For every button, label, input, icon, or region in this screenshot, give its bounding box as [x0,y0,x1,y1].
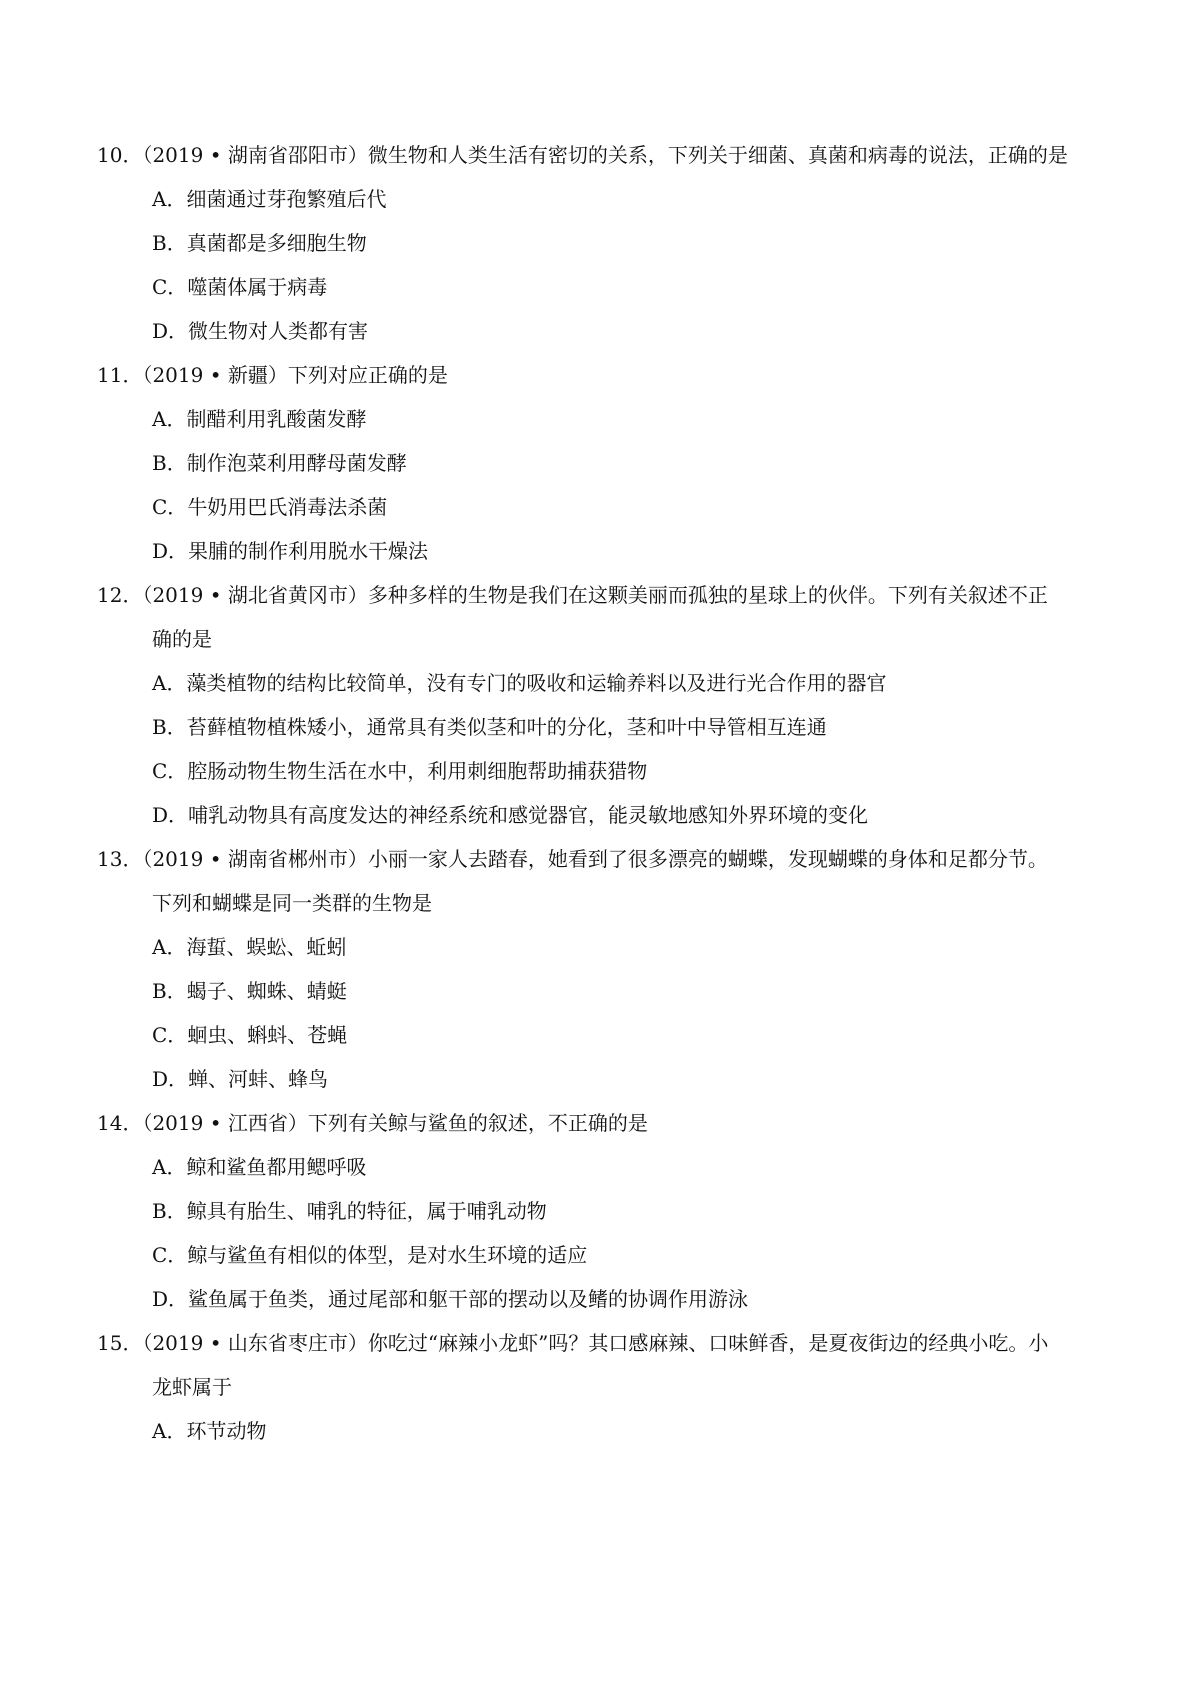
option-a [152,405,1102,433]
question-source: （2019 • 湖北省黄冈市） [142,583,368,607]
question-source: （2019 • 山东省枣庄市） [142,1331,368,1355]
option-a [152,1153,1102,1181]
option-letter: C． [152,275,188,299]
option-letter: A． [152,935,187,959]
question-stem [97,141,1107,169]
question-stem-continued: 龙虾属于 [152,1375,232,1399]
option-d [152,801,1102,829]
option-letter: D． [152,1067,189,1091]
option-letter: B． [152,451,187,475]
question-source: （2019 • 湖南省郴州市） [142,847,368,871]
option-letter: A． [152,407,187,431]
option-letter: C． [152,1243,188,1267]
option-text: 哺乳动物具有高度发达的神经系统和感觉器官，能灵敏地感知外界环境的变化 [188,803,869,827]
option-text: 蝉、河蚌、蜂鸟 [188,1067,329,1091]
option-letter: B． [152,231,187,255]
option-text: 牛奶用巴氏消毒法杀菌 [187,495,388,519]
option-text: 制醋利用乳酸菌发酵 [186,407,367,431]
option-c [152,1241,1102,1269]
question-number: 15． [97,1331,143,1355]
option-text: 腔肠动物生物生活在水中，利用刺细胞帮助捕获猎物 [187,759,648,783]
question-stem-text: 下列有关鲸与鲨鱼的叙述，不正确的是 [307,1111,648,1135]
option-text: 果脯的制作利用脱水干燥法 [188,539,429,563]
option-text: 真菌都是多细胞生物 [186,231,367,255]
question-source: （2019 • 湖南省邵阳市） [142,143,368,167]
question-stem-text: 多种多样的生物是我们在这颗美丽而孤独的星球上的伙伴。下列有关叙述不正 [367,583,1048,607]
question-stem-continued: 确的是 [152,627,212,651]
question-stem [97,581,1107,609]
option-text: 鲸具有胎生、哺乳的特征，属于哺乳动物 [186,1199,547,1223]
question-number: 12． [97,583,143,607]
question-stem [97,1109,1107,1137]
option-letter: D． [152,539,189,563]
option-b [152,713,1102,741]
option-a [152,669,1102,697]
question-number: 13． [97,847,143,871]
option-c [152,493,1102,521]
question-number: 11． [97,363,143,387]
question-stem-text: 下列对应正确的是 [287,363,448,387]
option-letter: C． [152,1023,188,1047]
question-number: 10． [97,143,143,167]
option-letter: C． [152,759,188,783]
option-letter: C． [152,495,188,519]
option-d [152,1065,1102,1093]
option-a [152,1417,1102,1445]
option-c [152,757,1102,785]
option-letter: A． [152,1155,187,1179]
option-letter: D． [152,803,189,827]
option-text: 藻类植物的结构比较简单，没有专门的吸收和运输养料以及进行光合作用的器官 [186,671,887,695]
question-stem-text: 你吃过“麻辣小龙虾”吗？其口感麻辣、口味鲜香，是夏夜街边的经典小吃。小 [367,1331,1049,1355]
question-stem [97,361,1107,389]
option-text: 鲸和鲨鱼都用鳃呼吸 [186,1155,367,1179]
option-d [152,317,1102,345]
option-text: 鲨鱼属于鱼类，通过尾部和躯干部的摆动以及鳍的协调作用游泳 [188,1287,749,1311]
question-stem [97,1329,1107,1357]
option-text: 微生物对人类都有害 [188,319,369,343]
option-d [152,537,1102,565]
option-text: 蛔虫、蝌蚪、苍蝇 [187,1023,348,1047]
option-text: 噬菌体属于病毒 [187,275,328,299]
option-letter: B． [152,1199,187,1223]
option-letter: D． [152,1287,189,1311]
option-c [152,273,1102,301]
question-source: （2019 • 新疆） [142,363,288,387]
option-b [152,449,1102,477]
option-letter: B． [152,715,187,739]
option-text: 海蜇、蜈蚣、蚯蚓 [186,935,347,959]
question-source: （2019 • 江西省） [142,1111,308,1135]
question-stem-continued: 下列和蝴蝶是同一类群的生物是 [152,891,432,915]
option-a [152,185,1102,213]
option-text: 环节动物 [186,1419,267,1443]
option-d [152,1285,1102,1313]
option-letter: B． [152,979,187,1003]
option-b [152,977,1102,1005]
option-text: 苔藓植物植株矮小，通常具有类似茎和叶的分化，茎和叶中导管相互连通 [186,715,827,739]
option-letter: A． [152,671,187,695]
option-a [152,933,1102,961]
question-stem-text: 微生物和人类生活有密切的关系，下列关于细菌、真菌和病毒的说法，正确的是 [367,143,1068,167]
option-b [152,1197,1102,1225]
option-letter: A． [152,1419,187,1443]
option-letter: D． [152,319,189,343]
option-b [152,229,1102,257]
option-text: 鲸与鲨鱼有相似的体型，是对水生环境的适应 [187,1243,588,1267]
question-stem-text: 小丽一家人去踏春，她看到了很多漂亮的蝴蝶，发现蝴蝶的身体和足都分节。 [367,847,1048,871]
question-stem [97,845,1107,873]
question-number: 14． [97,1111,143,1135]
option-text: 细菌通过芽孢繁殖后代 [186,187,387,211]
option-c [152,1021,1102,1049]
option-text: 制作泡菜利用酵母菌发酵 [186,451,407,475]
option-letter: A． [152,187,187,211]
option-text: 蝎子、蜘蛛、蜻蜓 [186,979,347,1003]
